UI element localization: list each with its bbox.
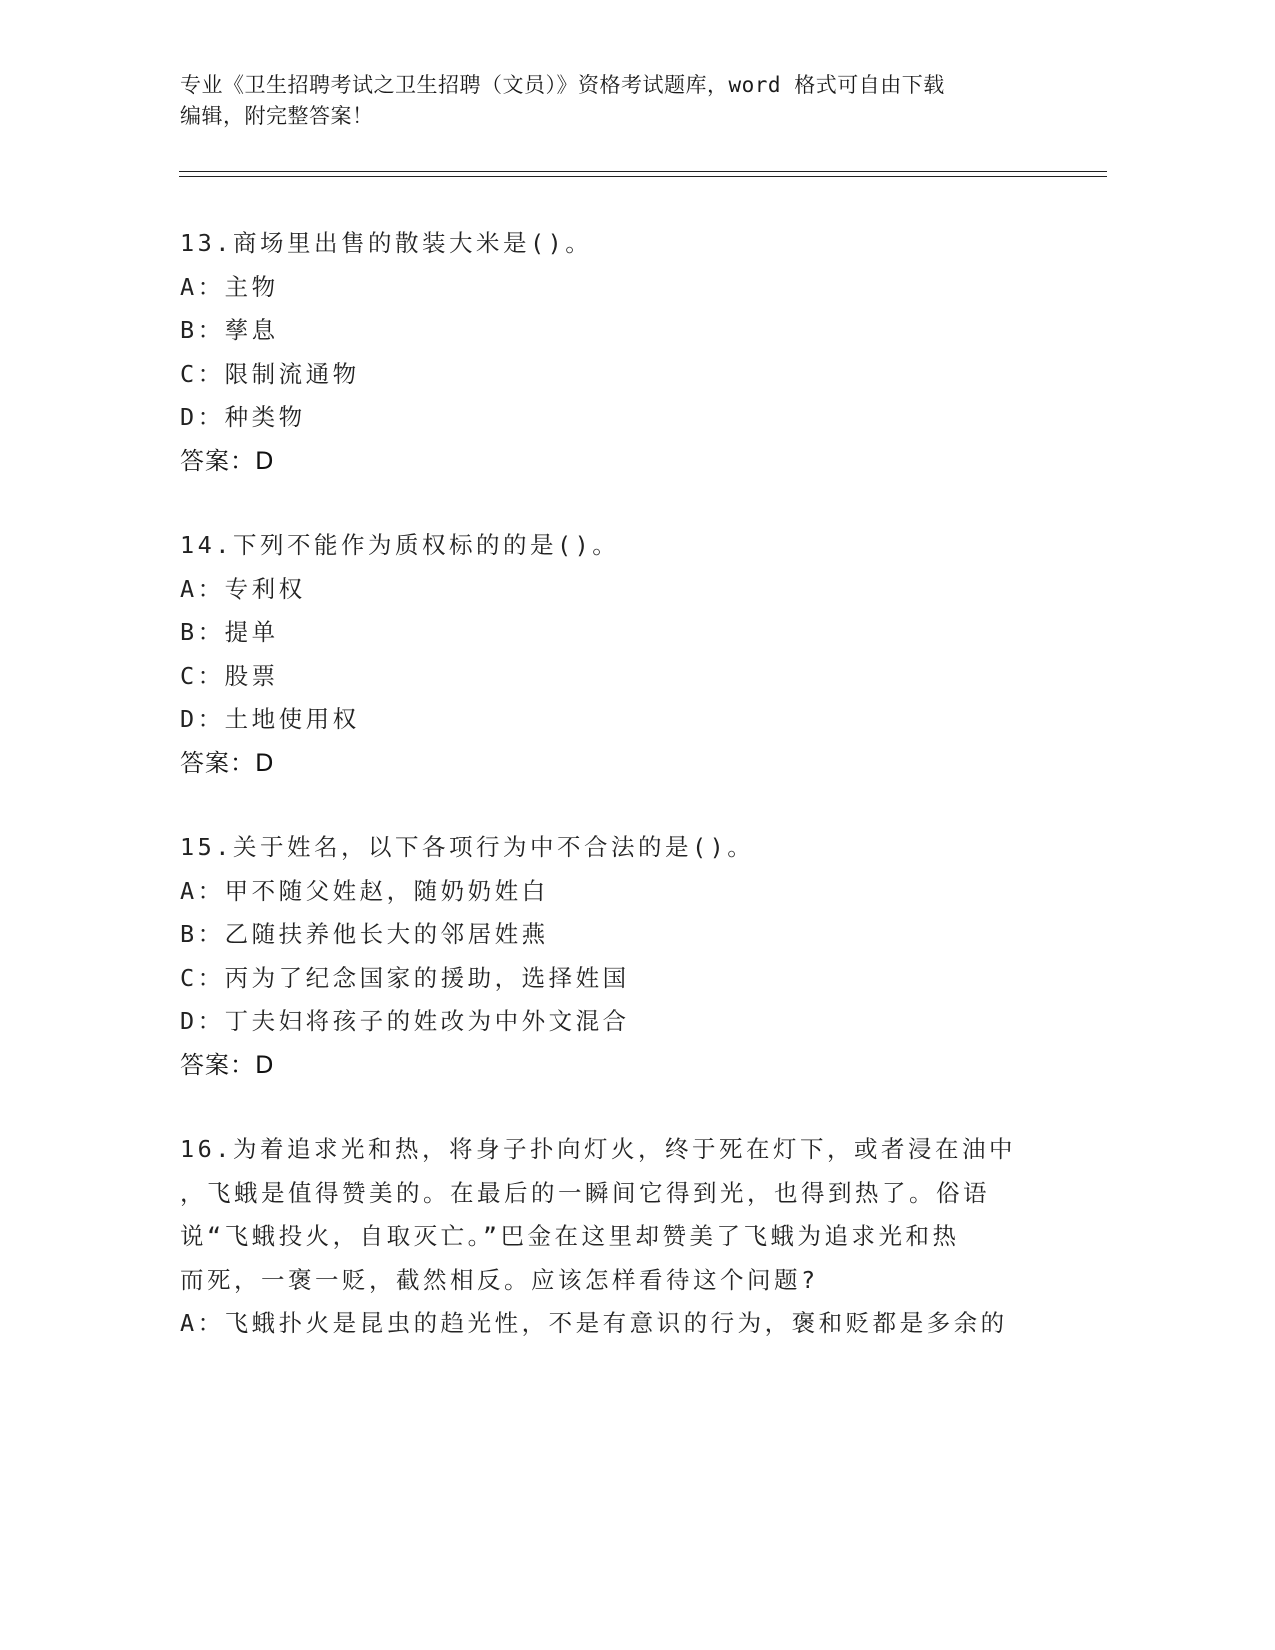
- option-d: D：丁夫妇将孩子的姓改为中外文混合: [180, 1007, 630, 1035]
- question-text-line: ，飞蛾是值得赞美的。在最后的一瞬间它得到光，也得到热了。俗语: [180, 1178, 990, 1207]
- document-header: [180, 70, 1040, 132]
- option-b: B：提单: [180, 618, 279, 646]
- question-text: 13.商场里出售的散装大米是()。: [180, 229, 593, 257]
- option-a: A：主物: [180, 272, 279, 301]
- question-text-line: 说“飞蛾投火，自取灭亡。”巴金在这里却赞美了飞蛾为追求光和热: [180, 1222, 960, 1250]
- question-14: [180, 524, 1060, 785]
- option-a: A：飞蛾扑火是昆虫的趋光性，不是有意识的行为，褒和贬都是多余的: [180, 1309, 1008, 1337]
- question-text: 15.关于姓名，以下各项行为中不合法的是()。: [180, 833, 755, 861]
- option-c: C：股票: [180, 661, 279, 690]
- option-b: B：乙随扶养他长大的邻居姓燕: [180, 920, 549, 948]
- header-divider-bottom: [179, 176, 1107, 177]
- question-text-line: 16.为着追求光和热，将身子扑向灯火，终于死在灯下，或者浸在油中: [180, 1135, 1016, 1163]
- header-line-2: 编辑，附完整答案！: [180, 104, 374, 128]
- option-a: A：专利权: [180, 574, 306, 603]
- header-divider-top: [179, 171, 1107, 172]
- answer-label: 答案：D: [180, 1050, 275, 1079]
- question-13: [180, 222, 1060, 483]
- question-15: [180, 826, 1060, 1087]
- question-text: [180, 1128, 1060, 1302]
- option-c: C：丙为了纪念国家的援助，选择姓国: [180, 963, 630, 992]
- question-text-line: 而死，一褒一贬，截然相反。应该怎样看待这个问题?: [180, 1265, 819, 1294]
- header-line-1: 专业《卫生招聘考试之卫生招聘（文员）》资格考试题库，word 格式可自由下载: [180, 73, 945, 97]
- answer-label: 答案：D: [180, 748, 275, 777]
- option-d: D：土地使用权: [180, 705, 360, 733]
- option-b: B：孳息: [180, 316, 279, 344]
- option-a: A：甲不随父姓赵，随奶奶姓白: [180, 876, 549, 905]
- question-list: [180, 222, 1060, 1387]
- option-d: D：种类物: [180, 403, 306, 431]
- question-text: 14.下列不能作为质权标的的是()。: [180, 531, 620, 559]
- question-16: [180, 1128, 1060, 1346]
- option-c: C：限制流通物: [180, 359, 360, 388]
- answer-label: 答案：D: [180, 446, 275, 475]
